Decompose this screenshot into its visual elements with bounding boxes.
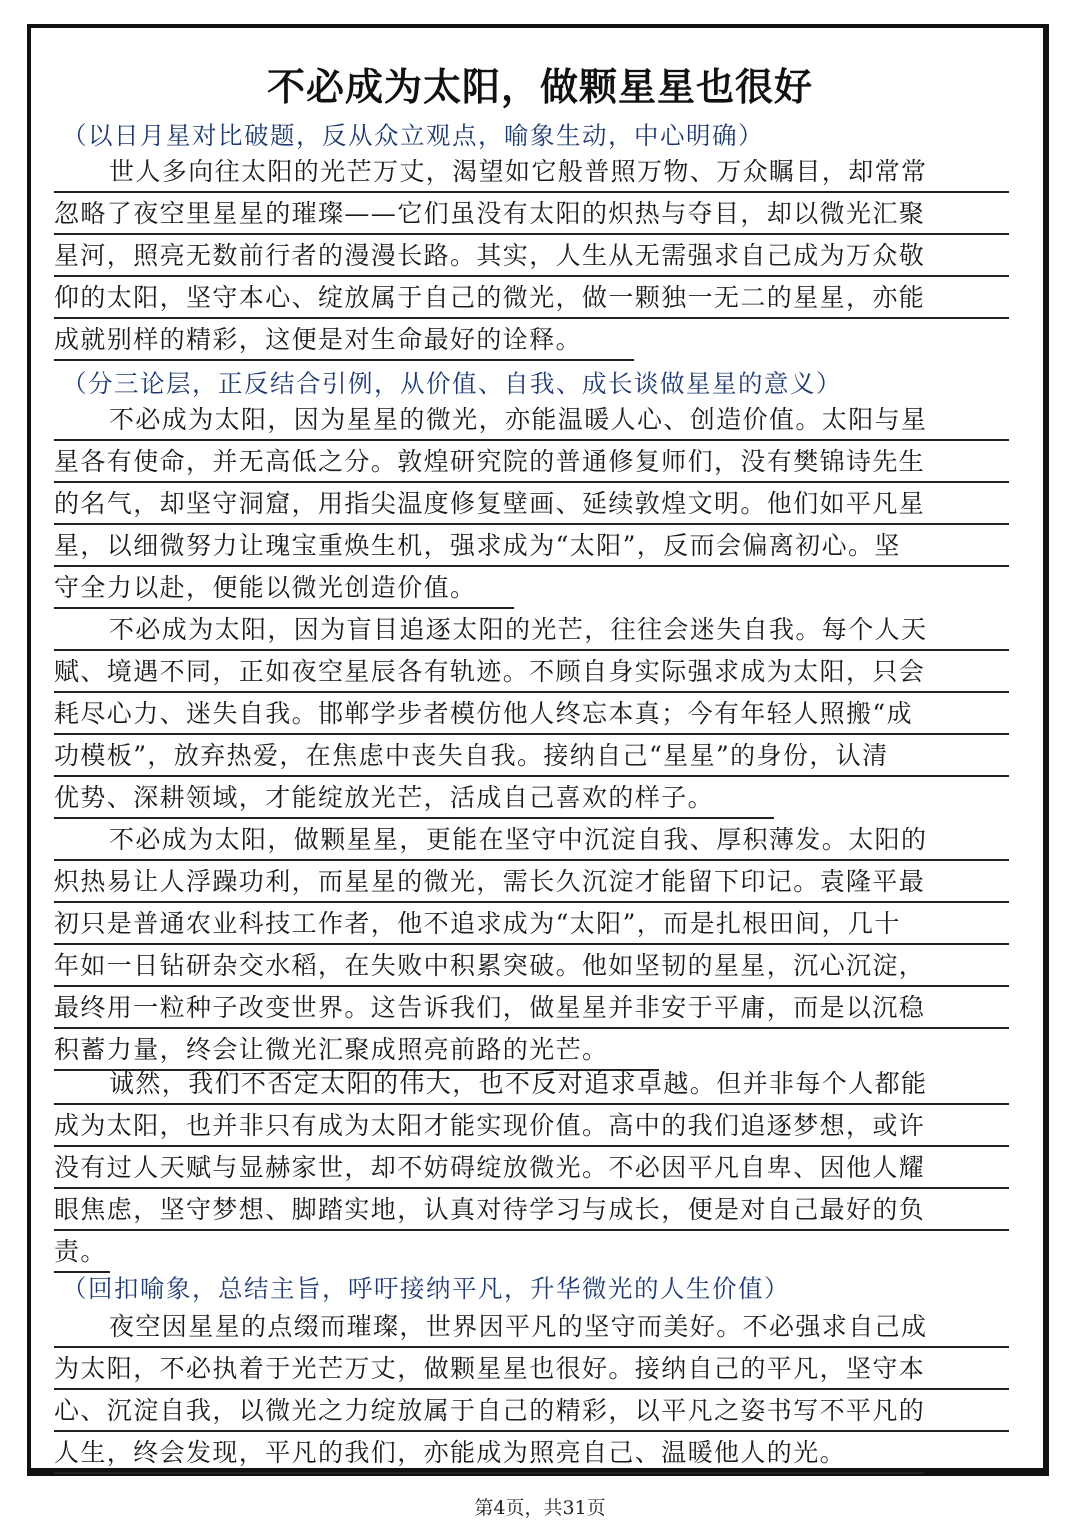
text-line: 为太阳，不必执着于光芒万丈，做颗星星也很好。接纳自己的平凡，坚守本 bbox=[54, 1354, 1009, 1396]
text-line: 责。 bbox=[54, 1237, 110, 1279]
text-line: 年如一日钻研杂交水稻，在失败中积累突破。他如坚韧的星星，沉心沉淀， bbox=[54, 951, 1009, 993]
text-line: 夜空因星星的点缀而璀璨，世界因平凡的坚守而美好。不必强求自己成 bbox=[54, 1312, 1064, 1354]
text-line: 不必成为太阳，因为盲目追逐太阳的光芒，往往会迷失自我。每个人天 bbox=[54, 615, 1064, 657]
text-line: 初只是普通农业科技工作者，他不追求成为“太阳”，而是扎根田间，几十 bbox=[54, 909, 1009, 951]
text-line: 忽略了夜空里星星的璀璨——它们虽没有太阳的炽热与夺目，却以微光汇聚 bbox=[54, 199, 1009, 241]
text-line: 赋、境遇不同，正如夜空星辰各有轨迹。不顾自身实际强求成为太阳，只会 bbox=[54, 657, 1009, 699]
text-line: 星，以细微努力让瑰宝重焕生机，强求成为“太阳”，反而会偏离初心。坚 bbox=[54, 531, 1009, 573]
text-line: 最终用一粒种子改变世界。这告诉我们，做星星并非安于平庸，而是以沉稳 bbox=[54, 993, 1009, 1035]
text-line: 诚然，我们不否定太阳的伟大，也不反对追求卓越。但并非每个人都能 bbox=[54, 1069, 1064, 1111]
text-line: 耗尽心力、迷失自我。邯郸学步者模仿他人终忘本真；今有年轻人照搬“成 bbox=[54, 699, 1009, 741]
text-line: 成为太阳，也并非只有成为太阳才能实现价值。高中的我们追逐梦想，或许 bbox=[54, 1111, 1009, 1153]
text-line: 星河，照亮无数前行者的漫漫长路。其实，人生从无需强求自己成为万众敬 bbox=[54, 241, 1009, 283]
text-line: 功模板”，放弃热爱，在焦虑中丧失自我。接纳自己“星星”的身份，认清 bbox=[54, 741, 1009, 783]
text-line: 积蓄力量，终会让微光汇聚成照亮前路的光芒。 bbox=[54, 1035, 659, 1077]
text-line: 不必成为太阳，做颗星星，更能在坚守中沉淀自我、厚积薄发。太阳的 bbox=[54, 825, 1064, 867]
text-line: 优势、深耕领域，才能绽放光芒，活成自己喜欢的样子。 bbox=[54, 783, 774, 825]
essay-title: 不必成为太阳，做颗星星也很好 bbox=[266, 65, 813, 109]
text-line: 不必成为太阳，因为星星的微光，亦能温暖人心、创造价值。太阳与星 bbox=[54, 405, 1064, 447]
page-number: 第4页，共31页 bbox=[474, 1497, 606, 1519]
text-line: 世人多向往太阳的光芒万丈，渴望如它般普照万物、万众瞩目，却常常 bbox=[54, 157, 1064, 199]
text-line: 仰的太阳，坚守本心、绽放属于自己的微光，做一颗独一无二的星星，亦能 bbox=[54, 283, 1009, 325]
text-line: 炽热易让人浮躁功利，而星星的微光，需长久沉淀才能留下印记。袁隆平最 bbox=[54, 867, 1009, 909]
text-line: 成就别样的精彩，这便是对生命最好的诠释。 bbox=[54, 325, 634, 367]
text-line: 人生，终会发现，平凡的我们，亦能成为照亮自己、温暖他人的光。 bbox=[54, 1438, 924, 1480]
text-line: 没有过人天赋与显赫家世，却不妨碍绽放微光。不必因平凡自卑、因他人耀 bbox=[54, 1153, 1009, 1195]
text-line: 心、沉淀自我，以微光之力绽放属于自己的精彩，以平凡之姿书写不平凡的 bbox=[54, 1396, 1009, 1438]
text-line: 的名气，却坚守洞窟，用指尖温度修复壁画、延续敦煌文明。他们如平凡星 bbox=[54, 489, 1009, 531]
text-line: 星各有使命，并无高低之分。敦煌研究院的普通修复师们，没有樊锦诗先生 bbox=[54, 447, 1009, 489]
annotation-body: （分三论层，正反结合引例，从价值、自我、成长谈做星星的意义） bbox=[62, 369, 842, 398]
text-line: 眼焦虑，坚守梦想、脚踏实地，认真对待学习与成长，便是对自己最好的负 bbox=[54, 1195, 1009, 1237]
text-line: 守全力以赴，便能以微光创造价值。 bbox=[54, 573, 514, 615]
annotation-intro: （以日月星对比破题，反从众立观点，喻象生动，中心明确） bbox=[62, 121, 764, 150]
annotation-conclusion: （回扣喻象，总结主旨，呼吁接纳平凡，升华微光的人生价值） bbox=[62, 1274, 790, 1303]
